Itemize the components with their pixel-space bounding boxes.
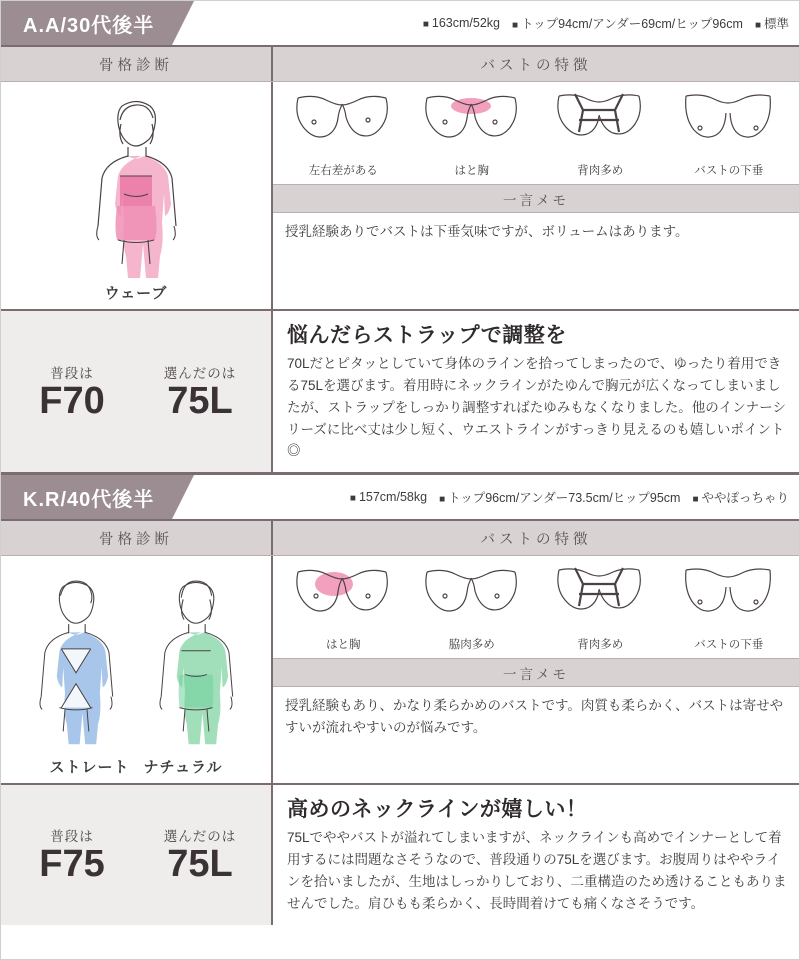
bust-cell-2 (273, 556, 799, 783)
skeleton-figures-2 (1, 564, 271, 754)
chosen-size-2 (144, 825, 256, 885)
column-headings-2 (1, 519, 799, 556)
spec-build: ■ ややぽっちゃり (692, 488, 789, 506)
usual-size-value: F70 (39, 379, 105, 422)
size-review-row-2 (1, 785, 799, 924)
breast-asymmetric-icon (288, 90, 398, 160)
heading-skeleton-2: 骨格診断 (1, 521, 273, 555)
bust-caption: はと胸 (454, 165, 489, 177)
breast-side-fat-icon (417, 564, 527, 634)
person-name-1: A.A/30代後半 (1, 1, 172, 45)
skeleton-cell-2 (1, 556, 273, 783)
review-cell-2 (273, 785, 799, 924)
bust-item (674, 564, 784, 652)
bust-caption: 脇肉多め (448, 639, 495, 652)
breast-sagging-icon (674, 564, 784, 634)
bust-item (545, 90, 655, 178)
heading-bust-1: バストの特徴 (273, 47, 799, 81)
review-title-2: 高めのネックラインが嬉しい！ (287, 798, 588, 822)
person-header-1 (1, 1, 799, 45)
usual-size-label: 普段は (50, 829, 94, 845)
bust-figures-1 (273, 82, 799, 178)
body-type-natural-icon (141, 564, 251, 754)
size-cell-1 (1, 311, 273, 472)
person-block-2 (1, 472, 799, 924)
usual-size-label: 普段は (50, 365, 94, 381)
body-row-2 (1, 556, 799, 785)
bust-item (674, 90, 784, 178)
breast-back-fat-icon (545, 564, 655, 634)
body-row-1 (1, 82, 799, 311)
body-type-wave-icon (76, 90, 196, 280)
person-block-1 (1, 1, 799, 472)
spec-build: ■ 標準 (755, 14, 789, 32)
chosen-size-value: 75L (167, 843, 233, 886)
breast-sagging-icon (674, 90, 784, 160)
person-specs-1 (172, 1, 799, 45)
spec-height-weight: ■ 157cm/58kg (350, 490, 427, 504)
memo-body-2: 授乳経験もあり、かなり柔らかめのバストです。肉質も柔らかく、バストは寄せやすいが流れやすいのが悩みです。 (285, 698, 784, 735)
chosen-size-label: 選んだのは (163, 365, 237, 381)
bust-item (545, 564, 655, 652)
chosen-size-1 (144, 362, 256, 422)
bust-cell-1 (273, 82, 799, 309)
memo-body-1: 授乳経験ありでバストは下垂気味ですが、ボリュームはあります。 (285, 224, 689, 239)
breast-pigeon-icon (417, 90, 527, 160)
size-cell-2 (1, 785, 273, 924)
review-title-1: 悩んだらストラップで調整を (287, 324, 567, 347)
bust-item (288, 564, 398, 652)
skeleton-caption: ナチュラル (143, 759, 223, 777)
breast-back-fat-icon (545, 90, 655, 160)
spec-measurements: ■ トップ94cm/アンダー69cm/ヒップ96cm (512, 14, 743, 32)
chosen-size-value: 75L (167, 379, 233, 422)
usual-size-2 (16, 825, 128, 885)
bust-caption: バストの下垂 (694, 165, 764, 177)
bust-item (417, 90, 527, 178)
review-text-2: 75Lでややバストが溢れてしまいますが、ネックラインも高めでインナーとして着用するには問題なさそうなので、普段通りの75Lを選びます。お腹周りはややラインを拾いましたが、生地はしっかりしており、二重構造のため透けることもありませんでした。肩ひもも柔らかく、長時間着けても痛くなさそうです。 (287, 830, 787, 911)
person-specs-2 (172, 475, 799, 519)
spec-height-weight: ■ 163cm/52kg (423, 16, 500, 30)
skeleton-captions-2 (1, 756, 271, 777)
body-type-straight-icon (21, 564, 131, 754)
skeleton-caption: ストレート (49, 759, 130, 777)
person-header-2 (1, 475, 799, 519)
memo-heading-1: 一言メモ (273, 184, 799, 213)
heading-bust-2: バストの特徴 (273, 521, 799, 555)
bust-caption: バストの下垂 (694, 639, 764, 652)
bust-caption: はと胸 (326, 639, 361, 652)
bust-caption: 背肉多め (577, 165, 624, 177)
usual-size-value: F75 (39, 843, 105, 886)
heading-skeleton-1: 骨格診断 (1, 47, 273, 81)
bust-item (288, 90, 398, 178)
spec-measurements: ■ トップ96cm/アンダー73.5cm/ヒップ95cm (439, 488, 680, 506)
skeleton-cell-1 (1, 82, 273, 309)
size-review-row-1 (1, 311, 799, 472)
memo-heading-2: 一言メモ (273, 658, 799, 687)
usual-size-1 (16, 362, 128, 422)
skeleton-caption: ウェーブ (104, 285, 168, 302)
breast-pigeon-icon (288, 564, 398, 634)
review-text-1: 70Lだとピタッとしていて身体のラインを拾ってしまったので、ゆったり着用できる75Lを選びます。着用時にネックラインがたゆんで胸元が広くなってしまいましたが、ストラップをしっかり調整すればたゆみもなくなりました。他のインナーシリーズに比べ丈は少し短く、ウエストラインがすっきり見えるのも嬉しいポイント◎ (287, 356, 786, 459)
review-cell-1 (273, 311, 799, 472)
bust-figures-2 (273, 556, 799, 652)
chosen-size-label: 選んだのは (163, 829, 237, 845)
bust-caption: 左右差がある (308, 165, 378, 177)
skeleton-figures-1 (1, 90, 271, 280)
skeleton-captions-1 (1, 282, 271, 303)
person-name-2: K.R/40代後半 (1, 475, 172, 519)
bust-caption: 背肉多め (577, 639, 624, 652)
bust-item (417, 564, 527, 652)
column-headings-1 (1, 45, 799, 82)
